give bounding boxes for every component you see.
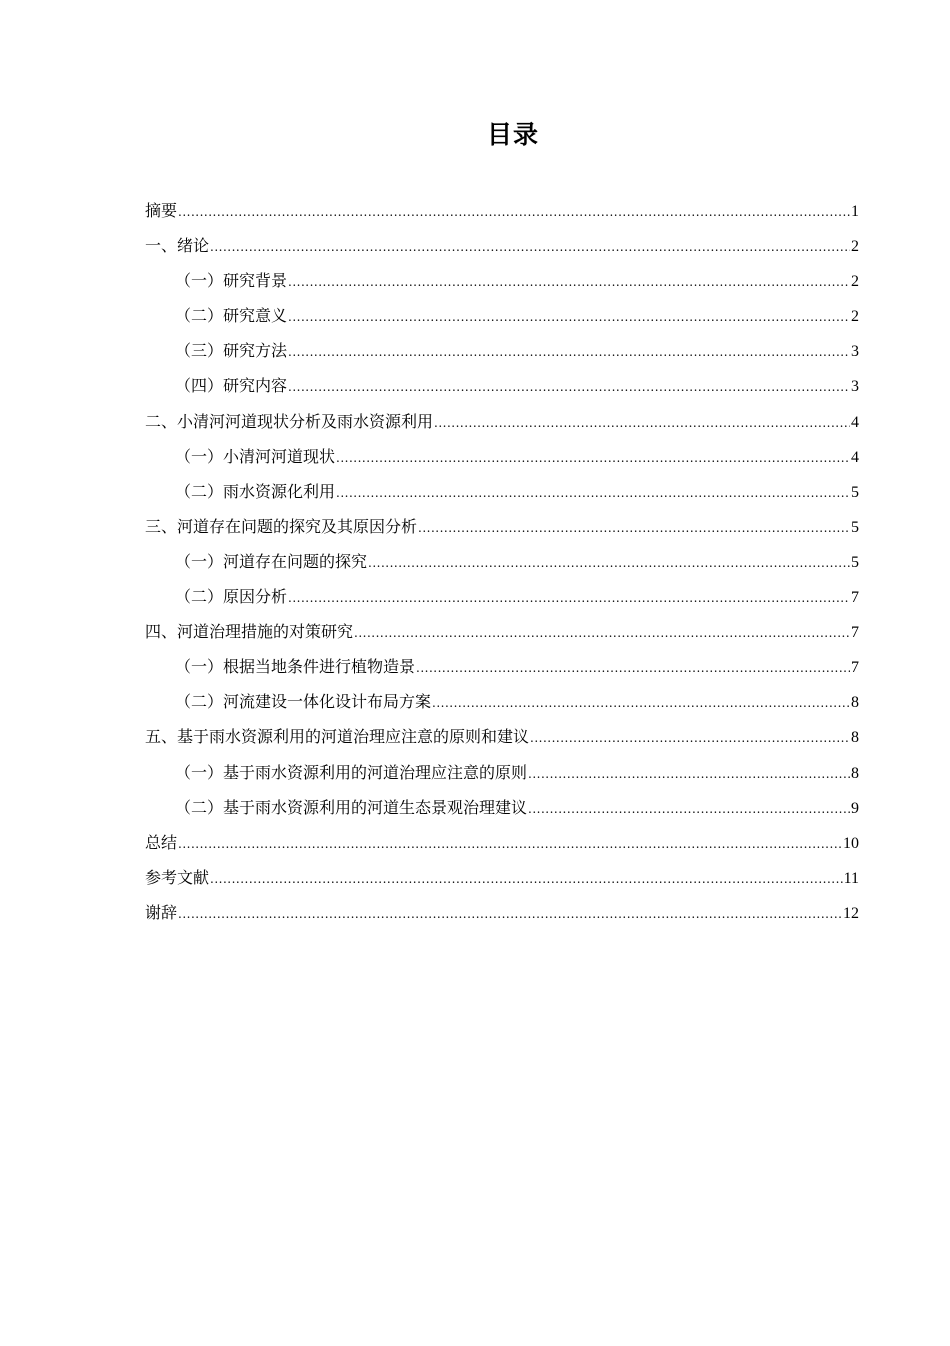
toc-entry-label: 五、基于雨水资源利用的河道治理应注意的原则和建议 (145, 727, 530, 747)
toc-entry-label: 四、河道治理措施的对策研究 (145, 622, 354, 642)
dot-leader (336, 441, 850, 476)
toc-entry-label: 摘要 (145, 201, 178, 220)
toc-entry-label: （一）小清河河道现状 (175, 446, 336, 466)
toc-entry-page-number: 5 (851, 518, 859, 536)
toc-entry[interactable] (145, 579, 859, 614)
toc-entry-page-number: 7 (851, 589, 859, 607)
toc-entry-label: （四）研究内容 (175, 376, 288, 396)
toc-entry[interactable] (145, 298, 859, 333)
dot-leader (528, 792, 850, 827)
toc-entry-label: （一）河道存在问题的探究 (175, 551, 368, 571)
toc-entry-page-number: 3 (851, 343, 859, 361)
dot-leader (336, 476, 850, 511)
toc-entry[interactable] (145, 719, 859, 754)
toc-title: 目录 (486, 120, 539, 149)
dot-leader (418, 511, 850, 546)
toc-entry-page-number: 2 (851, 238, 859, 256)
toc-entry-label: （一）根据当地条件进行植物造景 (175, 657, 416, 677)
dot-leader (434, 406, 850, 441)
toc-entry-page-number: 10 (843, 834, 859, 852)
toc-entry-page-number: 1 (851, 203, 859, 220)
dot-leader (416, 651, 850, 686)
toc-entry-page-number: 8 (851, 729, 859, 747)
toc-entry-page-number: 11 (843, 869, 859, 887)
toc-entry-label: （一）研究背景 (175, 271, 288, 291)
toc-entry[interactable] (145, 825, 859, 860)
dot-leader (288, 370, 850, 405)
toc-entry[interactable] (145, 474, 859, 509)
toc-entry-page-number: 5 (851, 553, 859, 571)
toc-entry-page-number: 8 (851, 694, 859, 712)
dot-leader (528, 757, 850, 792)
table-of-contents (145, 193, 859, 930)
toc-entry[interactable] (145, 439, 859, 474)
toc-entry-label: 二、小清河河道现状分析及雨水资源利用 (145, 411, 434, 431)
toc-entry-page-number: 7 (851, 624, 859, 642)
toc-entry-page-number: 12 (843, 904, 859, 922)
dot-leader (288, 300, 850, 335)
toc-entry[interactable] (145, 368, 859, 403)
toc-entry-label: （二）河流建设一体化设计布局方案 (175, 692, 432, 712)
dot-leader (288, 265, 850, 300)
toc-entry-label: （二）雨水资源化利用 (175, 481, 336, 501)
toc-entry-label: 一、绪论 (145, 236, 210, 256)
toc-entry-label: 谢辞 (145, 902, 178, 922)
toc-entry-label: （二）基于雨水资源利用的河道生态景观治理建议 (175, 797, 528, 817)
toc-entry-page-number: 3 (851, 378, 859, 396)
toc-entry[interactable] (145, 193, 859, 228)
toc-entry[interactable] (145, 333, 859, 368)
toc-entry[interactable] (145, 895, 859, 930)
dot-leader (178, 897, 842, 932)
toc-entry[interactable] (145, 544, 859, 579)
toc-entry[interactable] (145, 404, 859, 439)
toc-entry[interactable] (145, 790, 859, 825)
toc-entry-page-number: 4 (851, 413, 859, 431)
toc-entry-label: （二）研究意义 (175, 306, 288, 326)
toc-entry[interactable] (145, 860, 859, 895)
dot-leader (288, 335, 850, 370)
toc-entry-page-number: 9 (851, 799, 859, 817)
toc-entry-page-number: 2 (851, 273, 859, 291)
toc-entry-label: （一）基于雨水资源利用的河道治理应注意的原则 (175, 762, 528, 782)
dot-leader (288, 581, 850, 616)
dot-leader (354, 616, 850, 651)
dot-leader (210, 862, 843, 897)
toc-entry-page-number: 4 (851, 448, 859, 466)
toc-entry-label: 三、河道存在问题的探究及其原因分析 (145, 516, 418, 536)
toc-entry-page-number: 2 (851, 308, 859, 326)
toc-entry-label: 总结 (145, 832, 178, 852)
dot-leader (178, 827, 842, 862)
toc-entry[interactable] (145, 684, 859, 719)
toc-entry-label: （二）原因分析 (175, 587, 288, 607)
toc-entry[interactable] (145, 263, 859, 298)
toc-entry[interactable] (145, 228, 859, 263)
toc-entry-page-number: 5 (851, 483, 859, 501)
dot-leader (530, 721, 850, 756)
toc-entry-label: 参考文献 (145, 867, 210, 887)
toc-entry-page-number: 8 (851, 764, 859, 782)
toc-entry-label: （三）研究方法 (175, 341, 288, 361)
dot-leader (178, 195, 850, 230)
toc-entry[interactable] (145, 649, 859, 684)
toc-entry-page-number: 7 (851, 659, 859, 677)
dot-leader (368, 546, 850, 581)
toc-entry[interactable] (145, 614, 859, 649)
dot-leader (210, 230, 850, 265)
dot-leader (432, 686, 850, 721)
toc-entry[interactable] (145, 509, 859, 544)
toc-entry[interactable] (145, 755, 859, 790)
